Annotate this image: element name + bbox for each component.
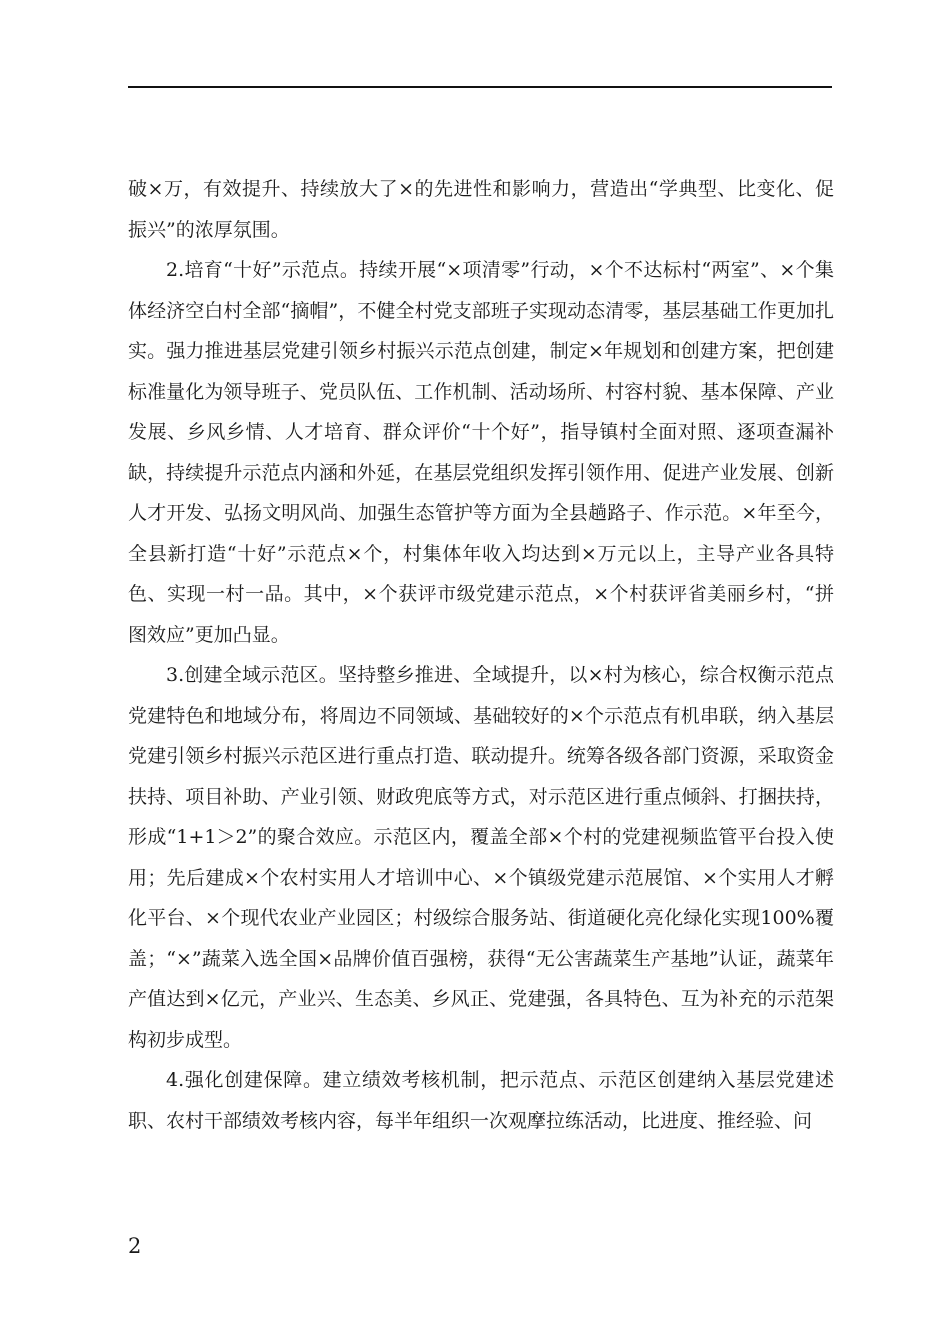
paragraph-create-demo-zone: 3.创建全域示范区。坚持整乡推进、全域提升，以×村为核心，综合权衡示范点党建特色和地域分布，将周边不同领域、基础较好的×个示范点有机串联，纳入基层党建引领乡村振兴示范区进行重点打造、联动提升。统筹各级各部门资源，采取资金扶持、项目补助、产业引领、财政兜底等方式，对示范区进行重点倾斜、打捆扶持，形成“1+1＞2”的聚合效应。示范区内，覆盖全部×个村的党建视频监管平台投入使用；先后建成×个农村实用人才培训中心、×个镇级党建示范展馆、×个实用人才孵化平台、×个现代农业产业园区；村级综合服务站、街道硬化亮化绿化实现100%覆盖；“×”蔬菜入选全国×品牌价值百强榜，获得“无公害蔬菜生产基地”认证，蔬菜年产值达到×亿元，产业兴、生态美、乡风正、党建强，各具特色、互为补充的示范架构初步成型。 xyxy=(128,664,834,1051)
paragraph-strengthen-guarantee: 4.强化创建保障。建立绩效考核机制，把示范点、示范区创建纳入基层党建述职、农村干部绩效考核内容，每半年组织一次观摩拉练活动，比进度、推经验、问 xyxy=(128,1069,834,1132)
page-number: 2 xyxy=(128,1234,142,1258)
header-rule xyxy=(128,86,832,88)
paragraph-continuation: 破×万，有效提升、持续放大了×的先进性和影响力，营造出“学典型、比变化、促振兴”的浓厚氛围。 xyxy=(128,178,834,241)
paragraph-cultivate-demo-points: 2.培育“十好”示范点。持续开展“×项清零”行动，×个不达标村“两室”、×个集体经济空白村全部“摘帽”，不健全村党支部班子实现动态清零，基层基础工作更加扎实。强力推进基层党建引领乡村振兴示范点创建，制定×年规划和创建方案，把创建标准量化为领导班子、党员队伍、工作机制、活动场所、村容村貌、基本保障、产业发展、乡风乡情、人才培育、群众评价“十个好”，指导镇村全面对照、逐项查漏补缺，持续提升示范点内涵和外延，在基层党组织发挥引领作用、促进产业发展、创新人才开发、弘扬文明风尚、加强生态管护等方面为全县趟路子、作示范。×年至今，全县新打造“十好”示范点×个，村集体年收入均达到×万元以上，主导产业各具特色、实现一村一品。其中，×个获评市级党建示范点，×个村获评省美丽乡村，“拼图效应”更加凸显。 xyxy=(128,259,834,646)
document-body xyxy=(128,169,834,1141)
